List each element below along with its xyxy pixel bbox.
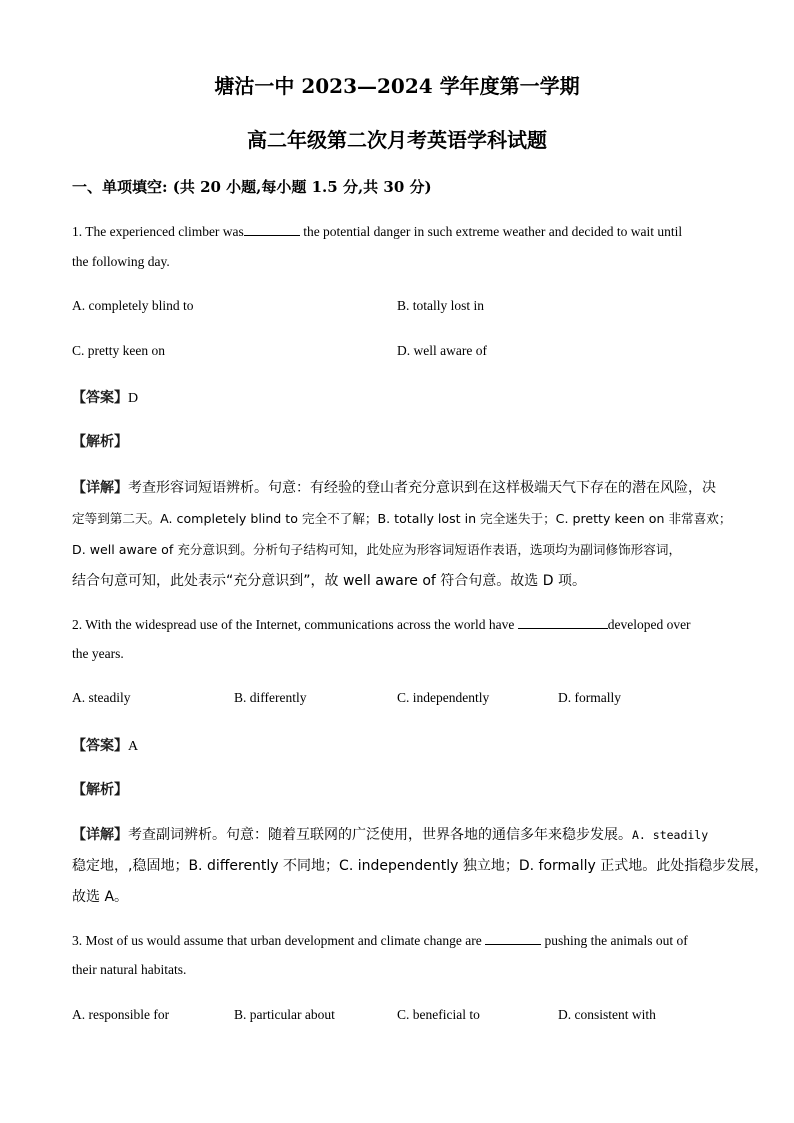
q3-stem-part2: pushing the animals out of bbox=[541, 933, 688, 948]
answer-label: 【答案】 bbox=[72, 738, 128, 754]
q2-answer-value: A bbox=[128, 739, 139, 754]
q2-answer bbox=[72, 735, 138, 755]
q1-stem-part1: 1. The experienced climber was bbox=[72, 224, 244, 239]
q2-option-a: A. steadily bbox=[72, 690, 131, 705]
q2-detail-line1 bbox=[72, 824, 708, 844]
q1-detail-line4: 结合句意可知，此处表示“充分意识到”，故 well aware of 符合句意。故选 D 项。 bbox=[72, 573, 586, 589]
q1-option-d: D. well aware of bbox=[397, 343, 487, 358]
q2-stem bbox=[72, 615, 691, 633]
q1-answer-value: D bbox=[128, 391, 139, 406]
q3-stem-part1: 3. Most of us would assume that urban development and climate change are bbox=[72, 933, 486, 948]
q2-option-b: B. differently bbox=[234, 690, 307, 705]
q3-stem bbox=[72, 931, 688, 949]
q2-option-d: D. formally bbox=[558, 690, 621, 705]
q2-detail-term: A. steadily bbox=[632, 828, 709, 842]
q1-blank bbox=[244, 222, 300, 236]
exam-title-line2: 高二年级第二次月考英语学科试题 bbox=[247, 128, 547, 152]
q3-option-d: D. consistent with bbox=[558, 1007, 656, 1022]
q1-detail-line3: D. well aware of 充分意识到。分析句子结构可知，此处应为形容词短语作表语，选项均为副词修饰形容词， bbox=[72, 542, 682, 557]
q3-option-a: A. responsible for bbox=[72, 1007, 170, 1022]
section-heading: 一、单项填空: (共 20 小题,每小题 1.5 分,共 30 分) bbox=[72, 178, 432, 196]
q1-stem bbox=[72, 222, 682, 240]
q2-detail-line3: 故选 A。 bbox=[72, 889, 129, 905]
q2-stem-line2: the years. bbox=[72, 646, 124, 661]
q1-detail-text1: 考查形容词短语辨析。句意：有经验的登山者充分意识到在这样极端天气下存在的潜在风险，决 bbox=[128, 480, 716, 496]
q1-option-a: A. completely blind to bbox=[72, 298, 194, 313]
q3-option-b: B. particular about bbox=[234, 1007, 335, 1022]
q2-detail-text1: 考查副词辨析。句意：随着互联网的广泛使用，世界各地的通信多年来稳步发展。 bbox=[128, 827, 632, 843]
analysis-label: 【解析】 bbox=[72, 434, 128, 450]
q1-detail-line2: 定等到第二天。A. completely blind to 完全不了解；B. totally lost in 完全迷失于；C. pretty keen on 非常喜欢； bbox=[72, 511, 732, 526]
q3-option-c: C. beneficial to bbox=[397, 1007, 480, 1022]
q1-stem-part2: the potential danger in such extreme weather and decided to wait until bbox=[299, 224, 683, 239]
q3-stem-line2: their natural habitats. bbox=[72, 962, 187, 977]
q2-stem-part1: 2. With the widespread use of the Internet, communications across the world have bbox=[72, 617, 518, 632]
answer-label: 【答案】 bbox=[72, 390, 128, 406]
q1-detail-line1 bbox=[72, 477, 716, 497]
q2-blank bbox=[518, 615, 608, 629]
q1-answer bbox=[72, 387, 138, 407]
detail-label: 【详解】 bbox=[72, 480, 128, 496]
q3-blank bbox=[485, 931, 541, 945]
q2-stem-part2: developed over bbox=[607, 617, 691, 632]
q2-detail-line2: 稳定地，,稳固地；B. differently 不同地；C. independently 独立地；D. formally 正式地。此处指稳步发展， bbox=[72, 858, 769, 874]
detail-label: 【详解】 bbox=[72, 827, 128, 843]
q1-option-b: B. totally lost in bbox=[397, 298, 485, 313]
exam-title-line1: 塘沽一中 2023—2024 学年度第一学期 bbox=[214, 74, 580, 98]
q2-analysis bbox=[72, 779, 128, 799]
q2-option-c: C. independently bbox=[397, 690, 490, 705]
q1-analysis bbox=[72, 431, 128, 451]
q1-stem-line2: the following day. bbox=[72, 254, 170, 269]
analysis-label: 【解析】 bbox=[72, 782, 128, 798]
q1-option-c: C. pretty keen on bbox=[72, 343, 165, 358]
